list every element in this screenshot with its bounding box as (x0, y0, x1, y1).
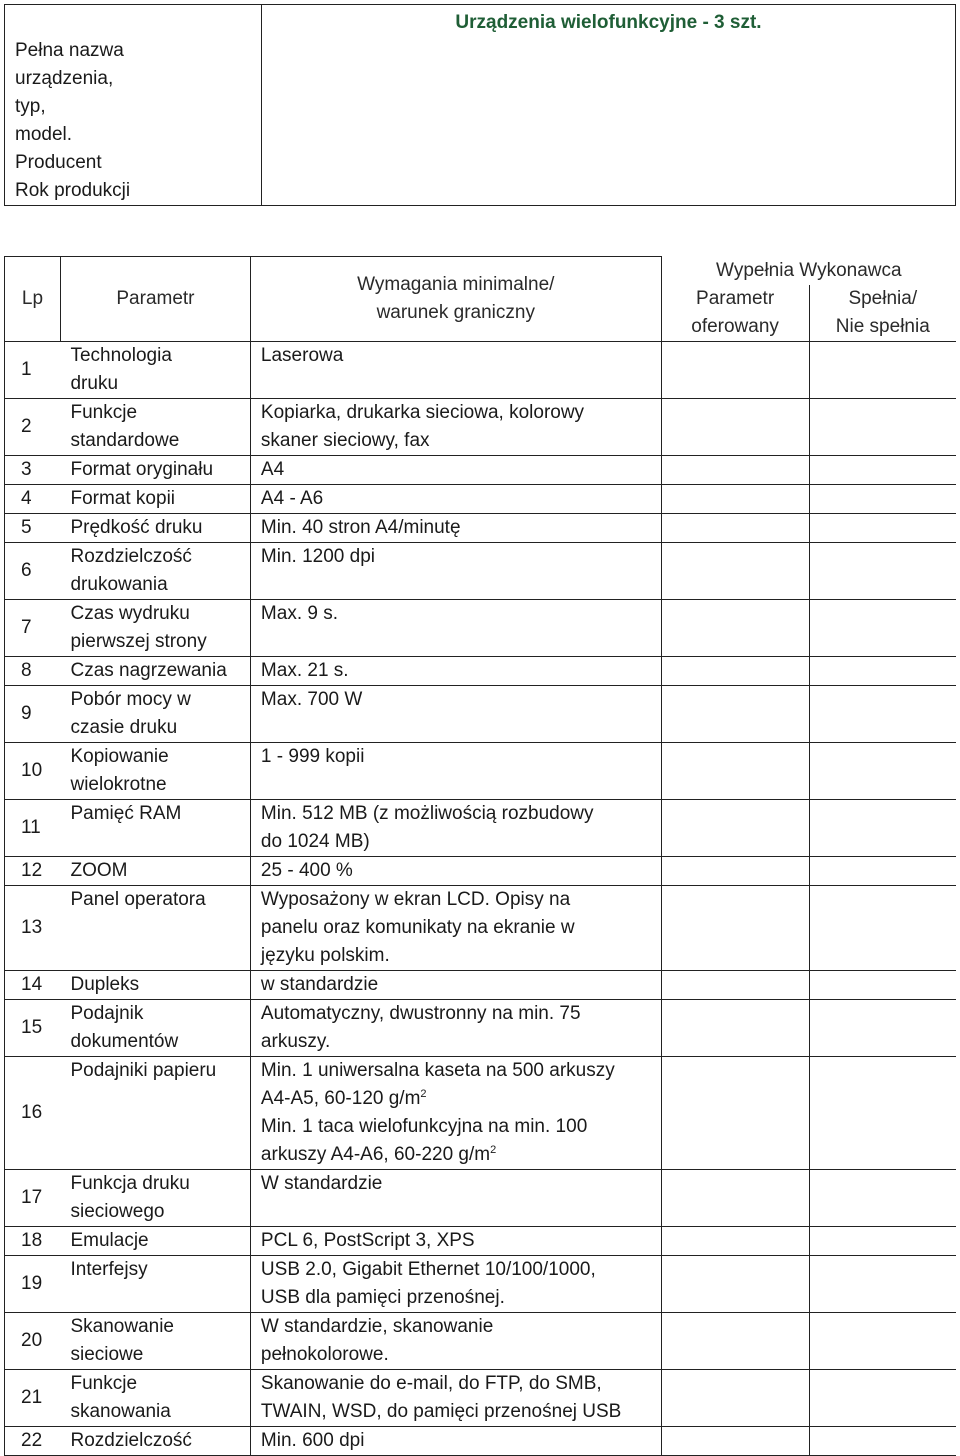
parameter-line: Skanowanie (70, 1315, 175, 1337)
compliance-cell[interactable] (809, 1169, 956, 1226)
device-table-title: Urządzenia wielofunkcyjne - 3 szt. (455, 12, 762, 33)
offered-parameter-cell[interactable] (661, 455, 809, 484)
requirement-text: arkuszy. (260, 1030, 331, 1052)
row-parameter (60, 1255, 250, 1312)
requirement-text: Min. 512 MB (z możliwością rozbudowy (260, 802, 594, 824)
parameter-line: Funkcje (70, 1372, 138, 1394)
compliance-cell[interactable] (809, 513, 956, 542)
offered-parameter-cell[interactable] (661, 1426, 809, 1455)
requirement-line (261, 1028, 655, 1056)
row-parameter (60, 1056, 250, 1169)
row-number: 7 (5, 599, 61, 656)
spec-row (5, 856, 957, 885)
requirement-line (261, 1170, 655, 1198)
requirement-line (261, 427, 655, 455)
header-oferowany (661, 285, 809, 342)
offered-parameter-cell[interactable] (661, 513, 809, 542)
parameter-line: wielokrotne (70, 773, 167, 795)
row-parameter (60, 799, 250, 856)
row-requirement (250, 656, 661, 685)
parameter-line: czasie druku (70, 716, 178, 738)
requirement-text: A4-A5, 60-120 g/m (260, 1087, 421, 1109)
requirement-text: w standardzie (260, 973, 379, 995)
requirement-line (261, 1370, 655, 1398)
row-number: 10 (5, 742, 61, 799)
header-wymagania-line: Wymagania minimalne/ (357, 273, 555, 295)
requirement-text: Min. 600 dpi (260, 1429, 365, 1451)
requirement-text: 1 - 999 kopii (260, 745, 365, 767)
parameter-line: drukowania (70, 573, 168, 595)
offered-parameter-cell[interactable] (661, 1255, 809, 1312)
row-requirement (250, 685, 661, 742)
parameter-line: Pamięć RAM (70, 802, 182, 824)
label-line: Producent (15, 152, 102, 173)
row-parameter (60, 656, 250, 685)
requirement-line (261, 1256, 655, 1284)
offered-parameter-cell[interactable] (661, 742, 809, 799)
parameter-line: Panel operatora (70, 888, 206, 910)
row-number: 22 (5, 1426, 61, 1455)
requirement-line (261, 914, 655, 942)
requirement-line (261, 1341, 655, 1369)
header-parametr: Parametr (60, 257, 250, 342)
row-number: 19 (5, 1255, 61, 1312)
requirement-text: USB dla pamięci przenośnej. (260, 1286, 505, 1308)
row-number: 2 (5, 398, 61, 455)
compliance-cell[interactable] (809, 1426, 956, 1455)
parameter-line: Format kopii (70, 487, 176, 509)
header-wymagania-line: warunek graniczny (376, 301, 535, 323)
requirement-text: A4 - A6 (260, 487, 324, 509)
header-oferowany-line: oferowany (691, 315, 779, 337)
requirement-text: pełnokolorowe. (260, 1343, 389, 1365)
header-lp: Lp (5, 257, 61, 342)
requirement-text: panelu oraz komunikaty na ekranie w (260, 916, 575, 938)
compliance-cell[interactable] (809, 799, 956, 856)
requirement-text: Max. 9 s. (260, 602, 338, 624)
spec-rows (5, 341, 957, 1455)
requirement-text: arkuszy A4-A6, 60-220 g/m (260, 1143, 491, 1165)
requirement-line (261, 600, 655, 628)
row-requirement (250, 542, 661, 599)
parameter-line: Czas nagrzewania (70, 659, 227, 681)
label-line: urządzenia, (15, 68, 114, 89)
spec-row (5, 542, 957, 599)
offered-parameter-cell[interactable] (661, 398, 809, 455)
label-line: Rok produkcji (15, 180, 131, 201)
offered-parameter-cell[interactable] (661, 484, 809, 513)
requirement-text: skaner sieciowy, fax (260, 429, 430, 451)
requirement-text: PCL 6, PostScript 3, XPS (260, 1229, 475, 1251)
offered-parameter-cell[interactable] (661, 970, 809, 999)
requirement-line (261, 1000, 655, 1028)
row-requirement (250, 1312, 661, 1369)
spec-row (5, 685, 957, 742)
parameter-line: Emulacje (70, 1229, 149, 1251)
requirement-text: USB 2.0, Gigabit Ethernet 10/100/1000, (260, 1258, 596, 1280)
compliance-cell[interactable] (809, 885, 956, 970)
requirement-line (261, 1284, 655, 1312)
spec-row (5, 1056, 957, 1169)
header-oferowany-line: Parametr (696, 287, 775, 309)
compliance-cell[interactable] (809, 1312, 956, 1369)
row-requirement (250, 398, 661, 455)
requirement-line (261, 456, 655, 484)
compliance-cell[interactable] (809, 341, 956, 398)
row-requirement (250, 1426, 661, 1455)
row-number: 5 (5, 513, 61, 542)
spec-row (5, 970, 957, 999)
parameter-line: Rozdzielczość (70, 545, 192, 567)
requirement-text: Automatyczny, dwustronny na min. 75 (260, 1002, 581, 1024)
row-parameter (60, 341, 250, 398)
row-number: 20 (5, 1312, 61, 1369)
row-parameter (60, 856, 250, 885)
row-number: 13 (5, 885, 61, 970)
row-number: 16 (5, 1056, 61, 1169)
compliance-cell[interactable] (809, 455, 956, 484)
offered-parameter-cell[interactable] (661, 1312, 809, 1369)
row-number: 9 (5, 685, 61, 742)
row-parameter (60, 1312, 250, 1369)
row-parameter (60, 970, 250, 999)
requirement-line (261, 743, 655, 771)
row-requirement (250, 970, 661, 999)
requirement-text: Min. 1 taca wielofunkcyjna na min. 100 (260, 1115, 588, 1137)
requirement-line (261, 1227, 655, 1255)
requirement-text: Min. 1200 dpi (260, 545, 375, 567)
row-requirement (250, 513, 661, 542)
row-requirement (250, 1369, 661, 1426)
row-number: 1 (5, 341, 61, 398)
row-parameter (60, 1426, 250, 1455)
row-number: 18 (5, 1226, 61, 1255)
requirement-line (261, 942, 655, 970)
parameter-line: Funkcje (70, 401, 138, 423)
row-requirement (250, 742, 661, 799)
parameter-line: druku (70, 372, 119, 394)
spec-row (5, 341, 957, 398)
spec-row (5, 398, 957, 455)
row-requirement (250, 1169, 661, 1226)
header-spelnia-line: Spełnia/ (848, 287, 918, 309)
requirement-line (261, 971, 655, 999)
requirement-text: języku polskim. (260, 944, 390, 966)
row-requirement (250, 484, 661, 513)
compliance-cell[interactable] (809, 970, 956, 999)
spec-row (5, 1169, 957, 1226)
row-number: 11 (5, 799, 61, 856)
spec-row (5, 599, 957, 656)
header-wypelnia: Wypełnia Wykonawca (716, 259, 902, 281)
row-requirement (250, 885, 661, 970)
row-parameter (60, 542, 250, 599)
offered-parameter-cell[interactable] (661, 599, 809, 656)
row-parameter (60, 599, 250, 656)
requirement-text: do 1024 MB) (260, 830, 370, 852)
offered-parameter-cell[interactable] (661, 1226, 809, 1255)
row-parameter (60, 455, 250, 484)
compliance-cell[interactable] (809, 1255, 956, 1312)
spec-row (5, 885, 957, 970)
device-label-cell (5, 5, 262, 206)
row-parameter (60, 685, 250, 742)
parameter-line: ZOOM (70, 859, 128, 881)
compliance-cell[interactable] (809, 742, 956, 799)
parameter-line: standardowe (70, 429, 180, 451)
parameter-line: Dupleks (70, 973, 140, 995)
offered-parameter-cell[interactable] (661, 1056, 809, 1169)
requirement-text: A4 (260, 458, 285, 480)
row-number: 21 (5, 1369, 61, 1426)
row-number: 4 (5, 484, 61, 513)
spec-row (5, 999, 957, 1056)
parameter-line: Prędkość druku (70, 516, 203, 538)
parameter-line: Podajnik (70, 1002, 144, 1024)
parameter-line: Technologia (70, 344, 172, 366)
compliance-cell[interactable] (809, 484, 956, 513)
offered-parameter-cell[interactable] (661, 999, 809, 1056)
spec-row (5, 1255, 957, 1312)
row-number: 6 (5, 542, 61, 599)
spec-row (5, 656, 957, 685)
requirement-text: Max. 700 W (260, 688, 363, 710)
row-parameter (60, 1369, 250, 1426)
requirement-line (261, 485, 655, 513)
requirement-line (261, 1113, 655, 1141)
compliance-cell[interactable] (809, 999, 956, 1056)
requirement-text: Wyposażony w ekran LCD. Opisy na (260, 888, 571, 910)
superscript: 2 (490, 1143, 497, 1156)
spec-row (5, 484, 957, 513)
spec-table (4, 256, 956, 1456)
requirement-text: Laserowa (260, 344, 344, 366)
compliance-cell[interactable] (809, 856, 956, 885)
requirement-line (261, 1057, 655, 1085)
compliance-cell[interactable] (809, 542, 956, 599)
row-requirement (250, 455, 661, 484)
requirement-text: Kopiarka, drukarka sieciowa, kolorowy (260, 401, 585, 423)
parameter-line: Podajniki papieru (70, 1059, 217, 1081)
compliance-cell[interactable] (809, 685, 956, 742)
offered-parameter-cell[interactable] (661, 799, 809, 856)
device-title-cell (262, 5, 956, 206)
header-spelnia (809, 285, 956, 342)
parameter-line: dokumentów (70, 1030, 179, 1052)
offered-parameter-cell[interactable] (661, 685, 809, 742)
spec-row (5, 742, 957, 799)
row-number: 17 (5, 1169, 61, 1226)
label-line: Pełna nazwa (15, 40, 124, 61)
row-number: 15 (5, 999, 61, 1056)
compliance-cell[interactable] (809, 398, 956, 455)
requirement-line (261, 1427, 655, 1455)
row-number: 8 (5, 656, 61, 685)
spec-row (5, 455, 957, 484)
offered-parameter-cell[interactable] (661, 1169, 809, 1226)
requirement-line (261, 399, 655, 427)
superscript: 2 (420, 1087, 427, 1100)
requirement-line (261, 543, 655, 571)
requirement-line (261, 686, 655, 714)
row-requirement (250, 856, 661, 885)
requirement-line (261, 828, 655, 856)
device-info-table (4, 4, 956, 206)
spec-row (5, 1226, 957, 1255)
offered-parameter-cell[interactable] (661, 341, 809, 398)
parameter-line: Interfejsy (70, 1258, 148, 1280)
requirement-text: Min. 40 stron A4/minutę (260, 516, 461, 538)
row-requirement (250, 1255, 661, 1312)
spec-row (5, 513, 957, 542)
row-parameter (60, 742, 250, 799)
requirement-line (261, 657, 655, 685)
row-requirement (250, 999, 661, 1056)
row-parameter (60, 1169, 250, 1226)
parameter-line: Rozdzielczość (70, 1429, 192, 1451)
row-number: 14 (5, 970, 61, 999)
requirement-text: TWAIN, WSD, do pamięci przenośnej USB (260, 1400, 622, 1422)
row-parameter (60, 484, 250, 513)
label-line: typ, (15, 96, 46, 117)
requirement-line (261, 342, 655, 370)
parameter-line: Kopiowanie (70, 745, 169, 767)
requirement-line (261, 1085, 655, 1113)
row-requirement (250, 341, 661, 398)
row-number: 3 (5, 455, 61, 484)
offered-parameter-cell[interactable] (661, 656, 809, 685)
parameter-line: pierwszej strony (70, 630, 207, 652)
requirement-text: Skanowanie do e-mail, do FTP, do SMB, (260, 1372, 602, 1394)
parameter-line: Funkcja druku (70, 1172, 190, 1194)
offered-parameter-cell[interactable] (661, 885, 809, 970)
header-wymagania (250, 257, 661, 342)
offered-parameter-cell[interactable] (661, 542, 809, 599)
header-spelnia-line: Nie spełnia (835, 315, 930, 337)
requirement-line (261, 1141, 655, 1169)
parameter-line: sieciowe (70, 1343, 144, 1365)
compliance-cell[interactable] (809, 656, 956, 685)
spec-row (5, 1369, 957, 1426)
row-parameter (60, 999, 250, 1056)
row-requirement (250, 599, 661, 656)
requirement-line (261, 886, 655, 914)
requirement-line (261, 514, 655, 542)
offered-parameter-cell[interactable] (661, 856, 809, 885)
parameter-line: skanowania (70, 1400, 171, 1422)
parameter-line: Czas wydruku (70, 602, 190, 624)
row-parameter (60, 513, 250, 542)
compliance-cell[interactable] (809, 1056, 956, 1169)
row-parameter (60, 885, 250, 970)
row-parameter (60, 1226, 250, 1255)
offered-parameter-cell[interactable] (661, 1369, 809, 1426)
row-requirement (250, 1056, 661, 1169)
requirement-text: W standardzie (260, 1172, 383, 1194)
requirement-line (261, 857, 655, 885)
parameter-line: Pobór mocy w (70, 688, 191, 710)
compliance-cell[interactable] (809, 599, 956, 656)
spec-row (5, 1312, 957, 1369)
row-number: 12 (5, 856, 61, 885)
requirement-text: Min. 1 uniwersalna kaseta na 500 arkuszy (260, 1059, 615, 1081)
spec-row (5, 1426, 957, 1455)
parameter-line: sieciowego (70, 1200, 165, 1222)
requirement-text: Max. 21 s. (260, 659, 349, 681)
compliance-cell[interactable] (809, 1369, 956, 1426)
requirement-line (261, 800, 655, 828)
requirement-text: 25 - 400 % (260, 859, 353, 881)
label-line: model. (15, 124, 73, 145)
compliance-cell[interactable] (809, 1226, 956, 1255)
spec-row (5, 799, 957, 856)
row-requirement (250, 1226, 661, 1255)
row-requirement (250, 799, 661, 856)
requirement-text: W standardzie, skanowanie (260, 1315, 494, 1337)
row-parameter (60, 398, 250, 455)
parameter-line: Format oryginału (70, 458, 214, 480)
requirement-line (261, 1313, 655, 1341)
requirement-line (261, 1398, 655, 1426)
